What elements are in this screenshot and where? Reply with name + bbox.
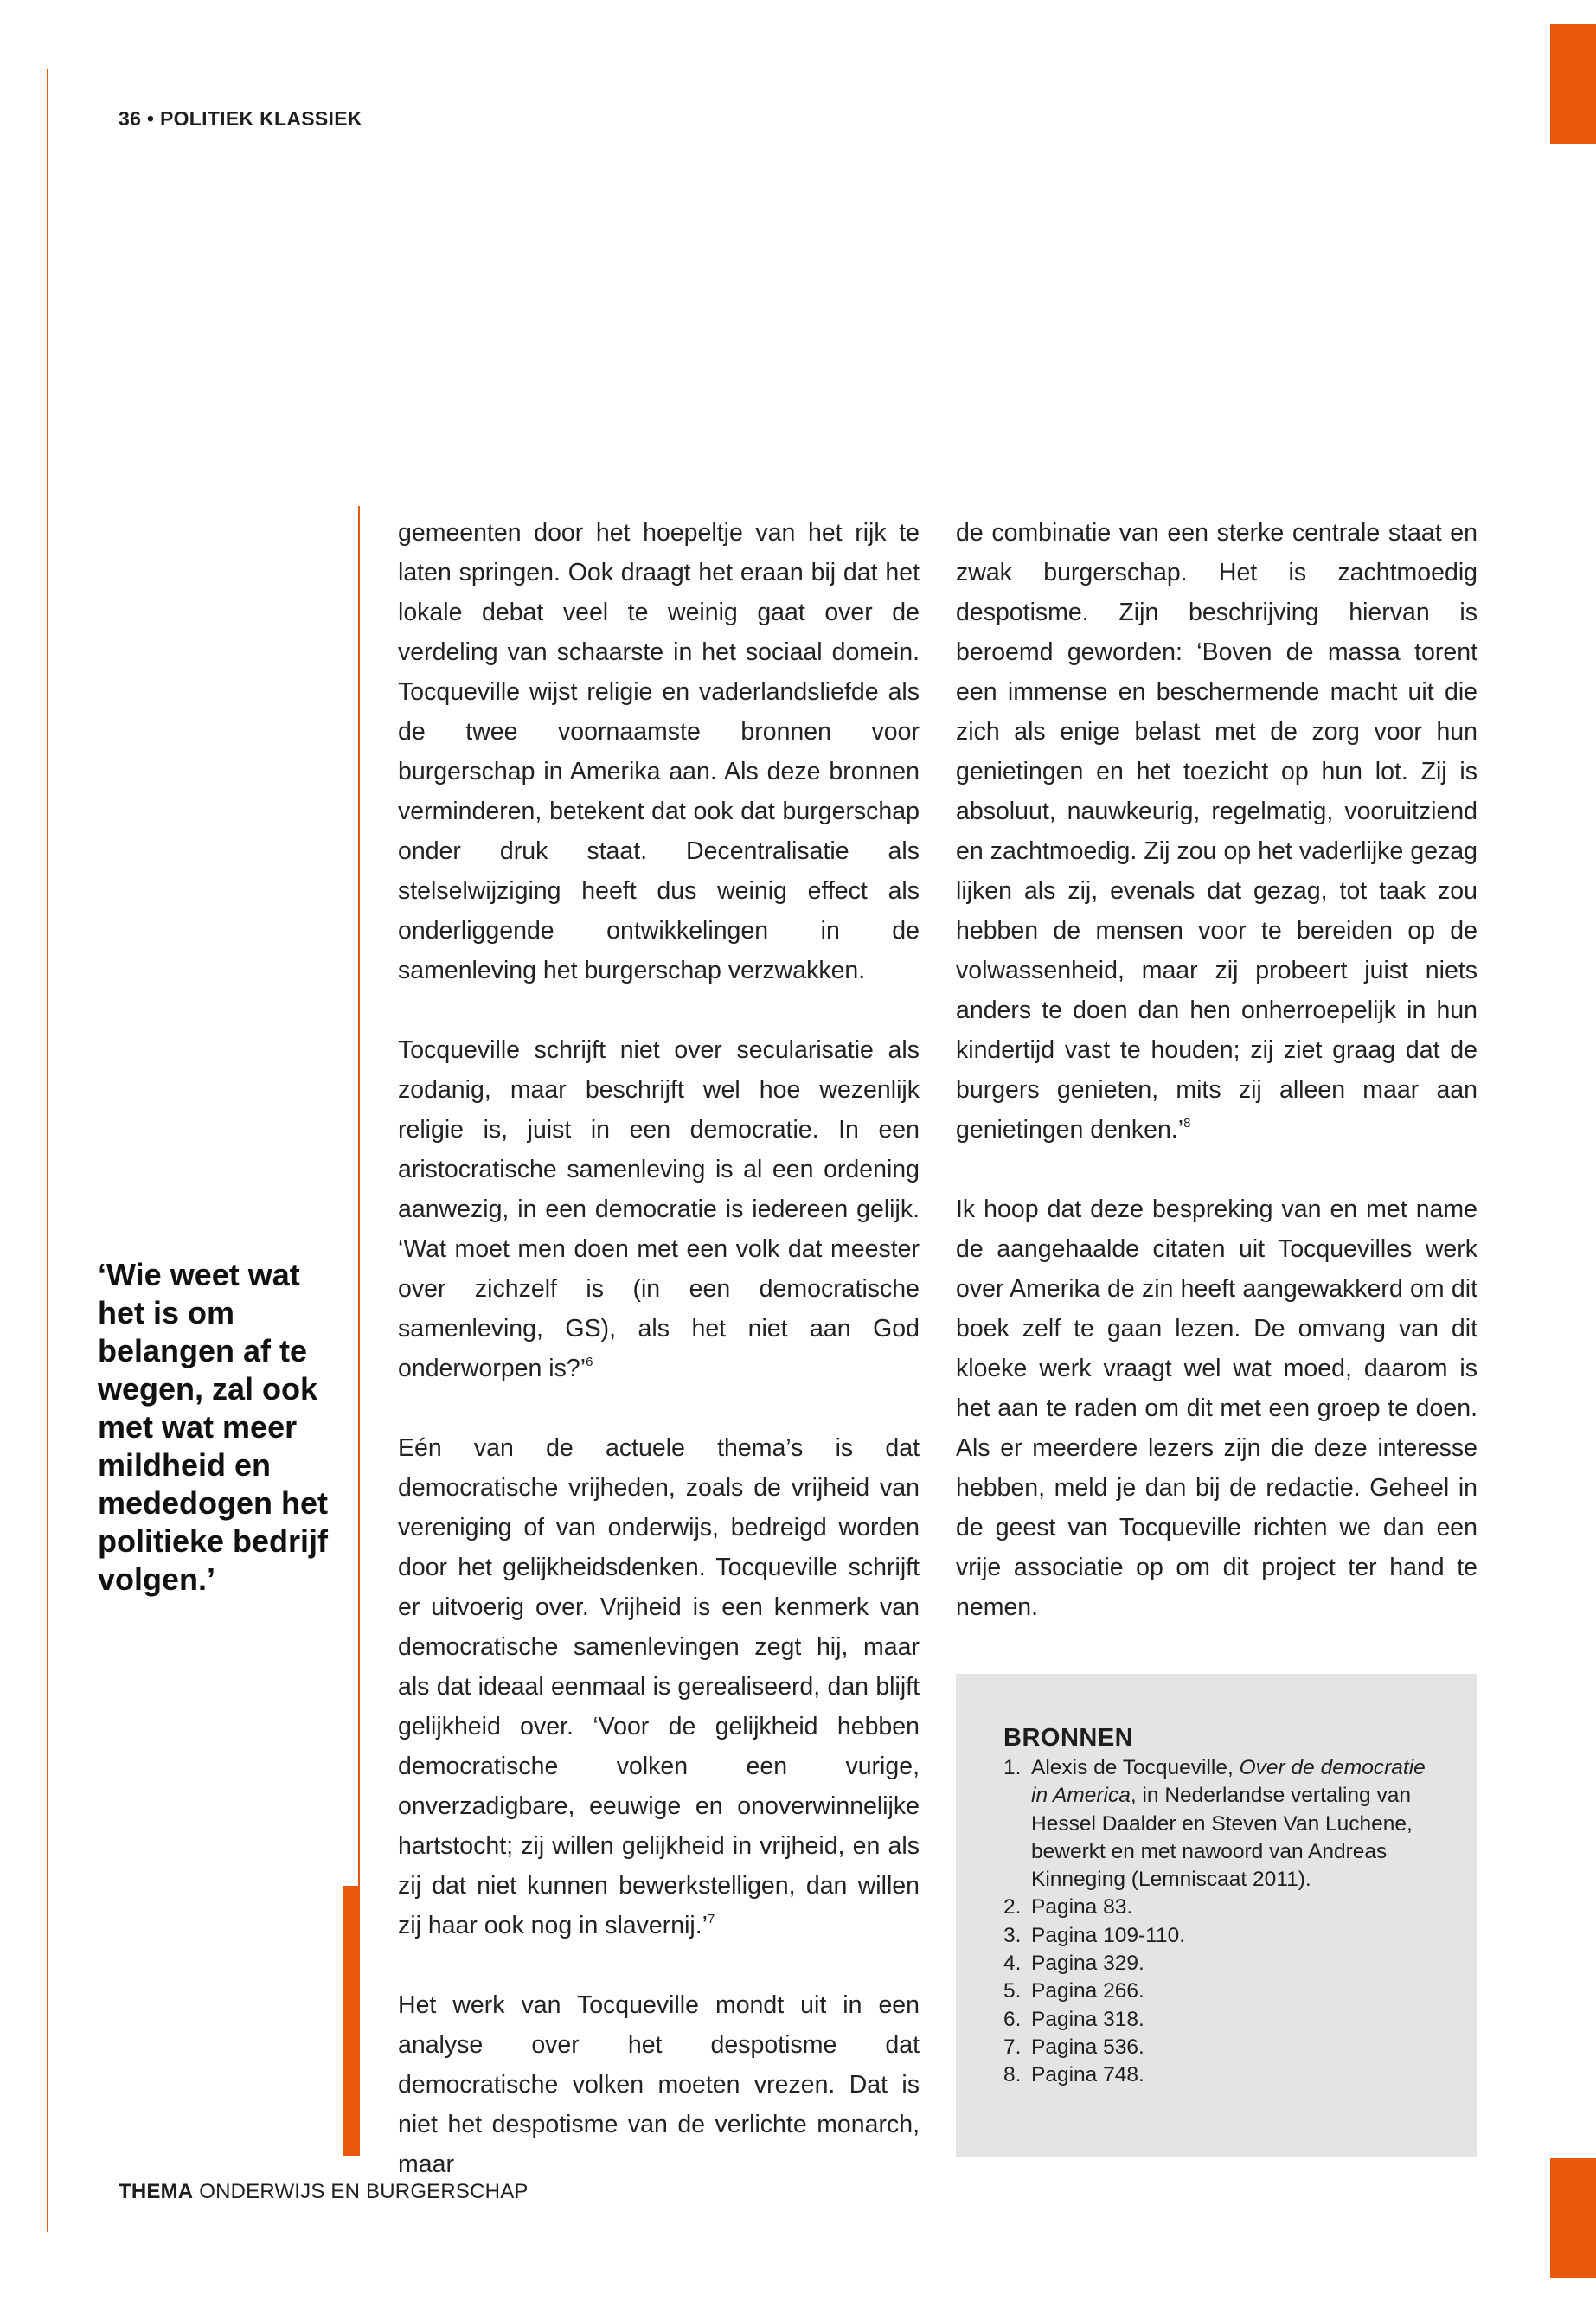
book-title: Over de democratie in America	[1031, 1756, 1426, 1808]
left-margin-rule	[47, 69, 48, 2232]
bottom-right-tab	[1550, 2158, 1596, 2278]
source-item: 3. Pagina 109-110.	[1003, 1923, 1185, 1947]
sources-title: BRONNEN	[1003, 1724, 1134, 1752]
sources-list	[1003, 1754, 1443, 2090]
page-header	[119, 107, 362, 131]
body-column-left	[398, 513, 920, 2184]
footer-thema-title: ONDERWIJS EN BURGERSCHAP	[199, 2180, 529, 2203]
sources-box	[956, 1674, 1477, 2157]
page-number: 36	[119, 107, 142, 130]
source-item: 6. Pagina 318.	[1003, 2007, 1144, 2031]
pull-quote: ‘Wie weet wat het is om belangen af te wegen, zal ook met wat meer mildheid en mededogen het politieke bedrijf volgen.’	[98, 1257, 329, 1597]
paragraph: Tocqueville schrijft niet over secularisatie als zodanig, maar beschrijft wel hoe wezenlijk religie is, juist in een democratie. In een aristocratische samenleving is al een ordening aanwezig, in een democratie is iedereen gelijk. ‘Wat moet men doen met een volk dat meester over zichzelf is (in een democratische samenleving, GS), als het niet aan God onderworpen is?’$^6$	[398, 1036, 920, 1382]
section-title: POLITIEK KLASSIEK	[159, 107, 362, 130]
source-item: 8. Pagina 748.	[1003, 2063, 1144, 2087]
paragraph: Eén van de actuele thema’s is dat democratische vrijheden, zoals de vrijheid van vereniging of van onderwijs, bedreigd worden door het gelijkheidsdenken. Tocqueville schrijft er uitvoerig over. Vrijheid is een kenmerk van democratische samenlevingen zegt hij, maar als dat ideaal eenmaal is gerealiseerd, dan blijft gelijkheid over. ‘Voor de gelijkheid hebben democratische volken een vurige, onverzadigbare, eeuwige en onoverwinnelijke hartstocht; zij willen gelijkheid in vrijheid, en als zij dat niet kunnen bewerkstelligen, dan willen zij haar ook nog in slavernij.’$^7$	[398, 1434, 920, 1939]
page-footer	[119, 2180, 529, 2204]
footnote-ref: 7	[708, 1912, 715, 1926]
column-divider-accent	[343, 1886, 360, 2156]
footer-thema-label: THEMA	[119, 2180, 194, 2203]
paragraph: gemeenten door het hoepeltje van het rijk te laten springen. Ook draagt het eraan bij dat het lokale debat veel te weinig gaat over de verdeling van schaarste in het sociaal domein. Tocqueville wijst religie en vaderlandsliefde als de twee voornaamste bronnen voor burgerschap in Amerika aan. Als deze bronnen verminderen, betekent dat ook dat burgerschap onder druk staat. Decentralisatie als stelselwijziging heeft dus weinig effect als onderliggende ontwikkelingen in de samenleving het burgerschap verzwakken.	[398, 519, 920, 984]
paragraph: Het werk van Tocqueville mondt uit in een analyse over het despotisme dat democratische volken moeten vrezen. Dat is niet het despotisme van de verlichte monarch, maar	[398, 1991, 920, 2178]
paragraph: Ik hoop dat deze bespreking van en met name de aangehaalde citaten uit Tocquevilles werk over Amerika de zin heeft aangewakkerd om dit boek zelf te gaan lezen. De omvang van dit kloeke werk vraagt wel wat moed, daarom is het aan te raden om dit met een groep te doen. Als er meerdere lezers zijn die deze interesse hebben, meld je dan bij de redactie. Geheel in de geest van Tocqueville richten we dan een vrije associatie op om dit project ter hand te nemen.	[956, 1195, 1477, 1621]
source-item: 4. Pagina 329.	[1003, 1952, 1144, 1976]
column-divider	[358, 506, 360, 1888]
paragraph: de combinatie van een sterke centrale staat en zwak burgerschap. Het is zachtmoedig despotisme. Zijn beschrijving hiervan is beroemd geworden: ‘Boven de massa torent een immense en beschermende macht uit die zich als enige belast met de zorg voor hun genietingen en het toezicht op hun lot. Zij is absoluut, nauwkeurig, regelmatig, vooruitziend en zachtmoedig. Zij zou op het vaderlijke gezag lijken als zij, evenals dat gezag, tot taak zou hebben de mensen voor te bereiden op de volwassenheid, maar zij probeert juist niets anders te doen dan hen onherroepelijk in hun kindertijd vast te houden; zij ziet graag dat de burgers genieten, mits zij alleen maar aan genietingen denken.’$^8$	[956, 519, 1477, 1144]
footnote-ref: 6	[586, 1355, 593, 1369]
source-item: 2. Pagina 83.	[1003, 1895, 1133, 1920]
top-right-tab	[1550, 24, 1596, 144]
source-item: 5. Pagina 266.	[1003, 1979, 1144, 2003]
source-item: 1. Alexis de Tocqueville, Over de democratie in America, in Nederlandse vertaling van Hessel Daalder en Steven Van Luchene, bewerkt en met nawoord van Andreas Kinneging (Lemniscaat 2011).	[1003, 1756, 1426, 1892]
source-item: 7. Pagina 536.	[1003, 2035, 1144, 2059]
body-column-right	[956, 513, 1477, 1627]
footnote-ref: 8	[1183, 1116, 1191, 1131]
header-separator: •	[146, 107, 155, 130]
